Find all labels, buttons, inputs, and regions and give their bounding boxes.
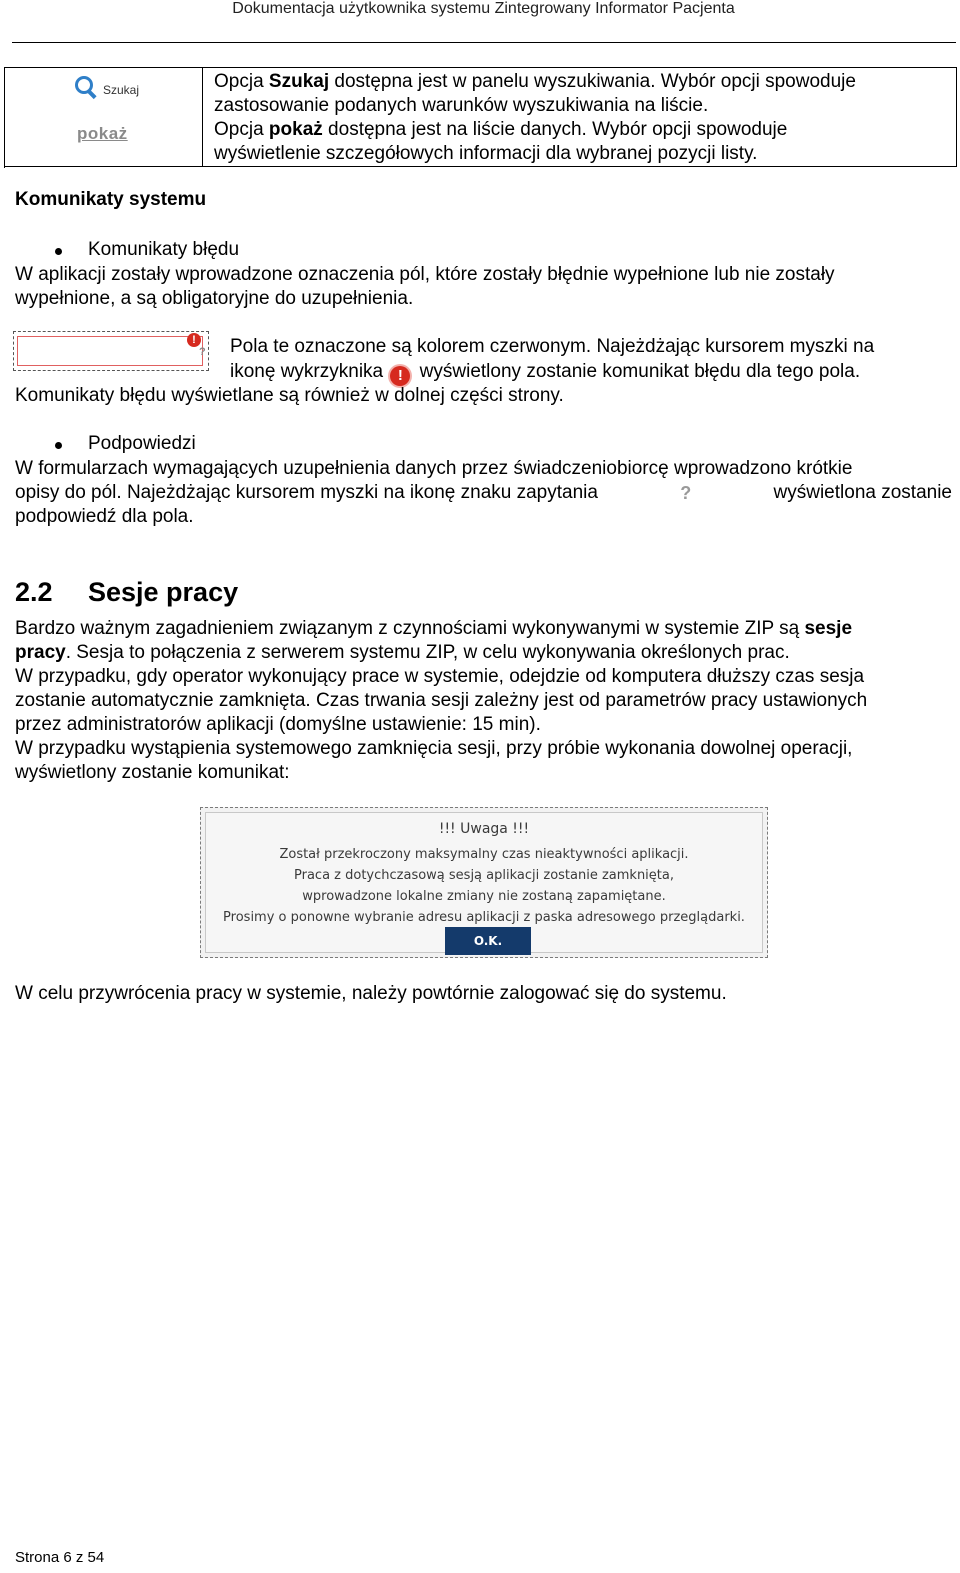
icon-cell (5, 68, 203, 167)
section-heading (15, 577, 238, 608)
question-icon: ? (199, 346, 206, 358)
dialog-title: !!! Uwaga !!! (438, 821, 530, 837)
closing-paragraph: W celu przywrócenia pracy w systemie, należy powtórnie zalogować się do systemu. (15, 983, 727, 1004)
header-divider (12, 42, 956, 43)
section-heading-title: Sesje pracy (88, 577, 239, 607)
option-description (203, 68, 957, 167)
option-line: wyświetlenie szczegółowych informacji dla wybranej pozycji listy. (214, 143, 758, 164)
errors-icon-line: ikonę wykrzyknika ! wyświetlony zostanie komunikat błędu dla tego pola. (230, 361, 861, 384)
bullet-errors: Komunikaty błędu (88, 239, 239, 261)
sessions-paragraph: Bardzo ważnym zagadnieniem związanym z czynnościami wykonywanymi w systemie ZIP są sesje pracy. Sesja to połączenia z serwerem systemu ZIP, w celu wykonywania określonych prac. W przypadku, gdy operator wykonujący prace w systemie, odejdzie od komputera dłuższy czas sesja zostanie automatycznie zamknięta. Czas trwania sesji zależny jest od parametrów pracy ustawionych przez administratorów aplikacji (domyślne ustawienie: 15 min). W przypadku wystąpienia systemowego zamknięcia sesji, przy próbie wykonania dowolnej operacji, wyświetlony zostanie komunikat: (15, 618, 868, 783)
dialog-message-line: Został przekroczony maksymalny czas nieaktywności aplikacji. (279, 847, 689, 862)
bullet-dot (55, 442, 62, 449)
section-number: 2.2 (15, 577, 53, 607)
errors-footer-line: Komunikaty błędu wyświetlane są również w dolnej części strony. (15, 385, 564, 406)
ok-button[interactable]: O.K. (445, 927, 531, 955)
bullet-dot (55, 248, 62, 255)
szukaj-button-label: Szukaj (103, 83, 140, 97)
dialog-message-line: wprowadzone lokalne zmiany nie zostaną zapamiętane. (302, 889, 666, 904)
szukaj-button[interactable] (71, 74, 141, 98)
dialog-message-line: Praca z dotychczasową sesją aplikacji zostanie zamknięta, (294, 868, 674, 883)
table-row (5, 68, 957, 167)
exclamation-icon: ! (187, 333, 201, 347)
page-header-title: Dokumentacja użytkownika systemu Zintegrowany Informator Pacjenta (232, 0, 735, 17)
hints-paragraph: W formularzach wymagających uzupełnienia danych przez świadczeniobiorcę wprowadzono krótkie opisy do pól. Najeżdżając kursorem myszki na ikonę znaku zapytania ? wyświetlona zostanie podpowiedź dla pola. (15, 458, 952, 527)
pokaz-link[interactable]: pokaż (77, 124, 128, 143)
errors-description: Pola te oznaczone są kolorem czerwonym. Najeżdżając kursorem myszki na (230, 336, 875, 357)
question-icon: ? (680, 483, 692, 503)
section-title: Komunikaty systemu (15, 189, 207, 210)
bullet-hints: Podpowiedzi (88, 433, 196, 455)
options-table (4, 67, 957, 167)
option-line: Opcja Szukaj dostępna jest w panelu wyszukiwania. Wybór opcji spowoduje (214, 71, 856, 92)
dialog-message-line: Prosimy o ponowne wybranie adresu aplikacji z paska adresowego przeglądarki. (223, 910, 745, 925)
error-input (17, 336, 203, 366)
error-field-example (13, 331, 209, 371)
page-number: Strona 6 z 54 (15, 1549, 105, 1566)
option-line: zastosowanie podanych warunków wyszukiwania na liście. (214, 95, 709, 116)
errors-paragraph: W aplikacji zostały wprowadzone oznaczenia pól, które zostały błędnie wypełnione lub nie zostały wypełnione, a są obligatoryjne do uzupełnienia. (15, 264, 835, 309)
option-line: Opcja pokaż dostępna jest na liście danych. Wybór opcji spowoduje (214, 119, 788, 140)
exclamation-icon: ! (390, 366, 410, 386)
session-timeout-dialog (200, 807, 768, 958)
